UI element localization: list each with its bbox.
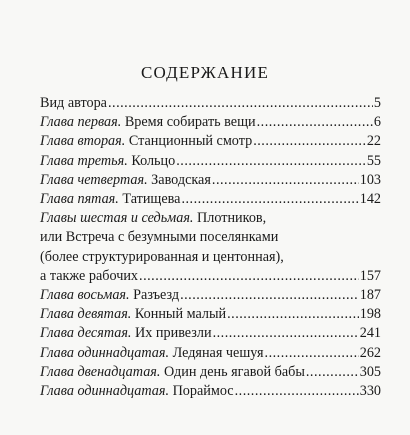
toc-entry-multiline — [40, 209, 381, 286]
chapter-label: Глава девятая. — [40, 306, 132, 323]
toc-entry — [40, 171, 381, 190]
toc-entry — [40, 132, 381, 151]
chapter-title-line-3: (более структурированная и центонная), — [40, 248, 284, 265]
chapter-title: Конный малый — [131, 306, 227, 323]
chapter-title: Заводская — [147, 171, 211, 188]
dot-leader — [181, 190, 358, 209]
dot-leader — [253, 132, 366, 151]
chapter-title-line-2: или Встреча с безумными поселянками — [40, 229, 279, 246]
toc-entry — [40, 94, 381, 113]
chapter-title: Вид автора — [40, 95, 107, 111]
table-of-contents — [40, 94, 381, 401]
page-number: 142 — [359, 191, 381, 208]
chapter-title: Кольцо — [127, 152, 176, 169]
toc-entry — [40, 305, 381, 324]
page-number: 330 — [359, 383, 381, 400]
dot-leader — [180, 286, 359, 305]
page-number: 241 — [359, 325, 381, 342]
chapter-label: Главы шестая и седьмая. — [40, 210, 194, 227]
page-number: 5 — [373, 95, 381, 111]
chapter-label: Глава одиннадцатая. — [40, 383, 170, 400]
chapter-title: Татищева — [118, 191, 181, 208]
page-number: 305 — [359, 363, 381, 380]
page-number: 157 — [359, 267, 381, 284]
page-number: 22 — [366, 133, 381, 150]
chapter-label: Глава десятая. — [40, 325, 132, 342]
toc-entry — [40, 113, 381, 132]
page-number: 6 — [373, 114, 381, 131]
dot-leader — [265, 344, 359, 363]
contents-heading: СОДЕРЖАНИЕ — [140, 63, 270, 82]
page-number: 55 — [366, 152, 381, 169]
chapter-title-line-4: а также рабочих — [40, 267, 139, 284]
dot-leader — [227, 305, 359, 324]
page-number: 103 — [359, 171, 381, 188]
toc-entry — [40, 324, 381, 343]
toc-entry — [40, 190, 381, 209]
dot-leader — [139, 267, 359, 286]
chapter-title: Разъезд — [129, 287, 180, 304]
chapter-label: Глава первая. — [40, 114, 122, 131]
dot-leader — [108, 94, 373, 113]
chapter-title: Время собирать вещи — [121, 114, 256, 131]
toc-entry — [40, 152, 381, 171]
chapter-title: Ледяная чешуя — [169, 344, 264, 361]
chapter-title: Пораймос — [169, 383, 234, 400]
chapter-label: Глава восьмая. — [40, 287, 130, 304]
chapter-title: Станционный смотр — [125, 133, 253, 150]
dot-leader — [306, 363, 359, 382]
toc-entry — [40, 286, 381, 305]
dot-leader — [257, 113, 373, 132]
chapter-label: Глава четвертая. — [40, 171, 148, 188]
toc-entry — [40, 382, 381, 401]
chapter-title: Один день ягавой бабы — [160, 363, 305, 380]
dot-leader — [213, 324, 359, 343]
chapter-label: Глава двенадцатая. — [40, 363, 161, 380]
toc-entry — [40, 363, 381, 382]
page-number: 187 — [359, 287, 381, 304]
chapter-title: Их привезли — [131, 325, 212, 342]
chapter-label: Глава одиннадцатая. — [40, 344, 170, 361]
chapter-label: Глава вторая. — [40, 133, 126, 150]
dot-leader — [235, 382, 359, 401]
chapter-label: Глава третья. — [40, 152, 128, 169]
toc-entry — [40, 344, 381, 363]
chapter-title: Плотников, — [193, 210, 267, 227]
dot-leader — [212, 171, 359, 190]
page-number: 262 — [359, 344, 381, 361]
chapter-label: Глава пятая. — [40, 191, 119, 208]
page-number: 198 — [359, 306, 381, 323]
dot-leader — [176, 152, 366, 171]
